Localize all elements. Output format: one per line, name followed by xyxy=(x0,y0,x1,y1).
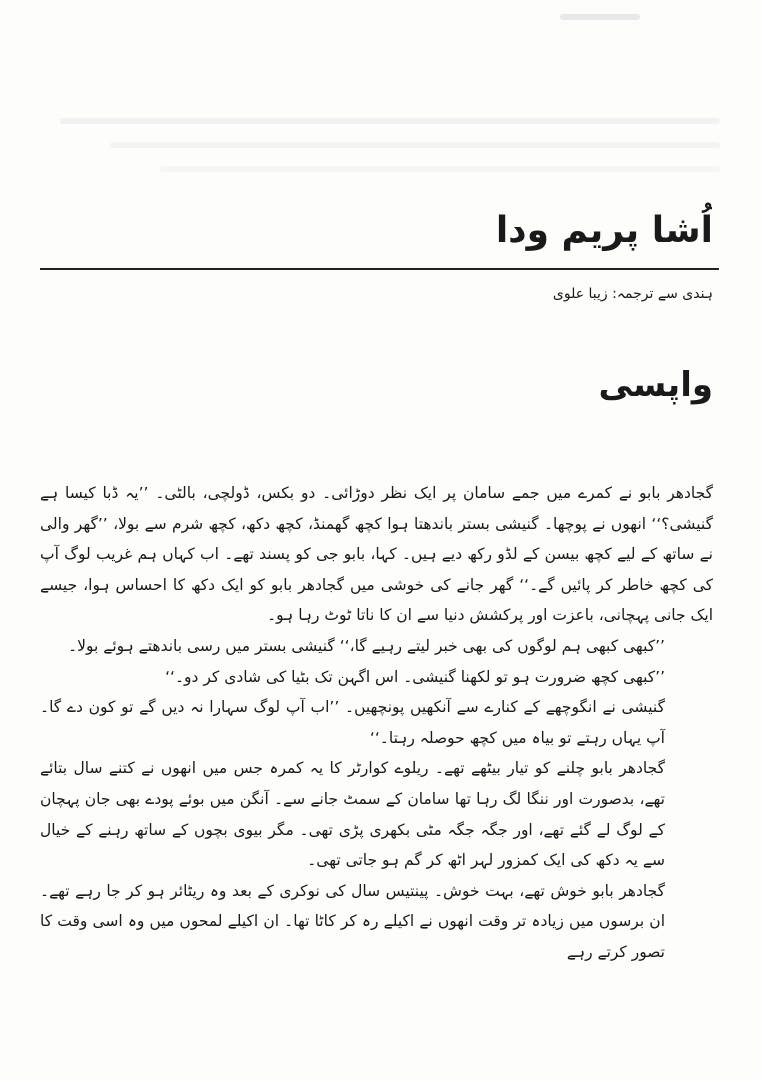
author-name: اُشا پریم ودا xyxy=(495,210,713,251)
paragraph: گجادھر بابو خوش تھے، بہت خوش۔ پینتیس سال کی نوکری کے بعد وہ ریٹائر ہو کر جا رہے تھے۔ ان برسوں میں زیادہ تر وقت انھوں نے اکیلے رہ کر کاٹا تھا۔ ان اکیلے لمحوں میں وہ اسی وقت کا تصور کرتے رہے xyxy=(40,881,665,961)
translator-credit: ہندی سے ترجمہ: زیبا علوی xyxy=(552,286,713,302)
paragraph: ’’کبھی کچھ ضرورت ہو تو لکھنا گنیشی۔ اس اگہن تک بٹیا کی شادی کر دو۔‘‘ xyxy=(165,667,665,686)
bleed-through-mark xyxy=(110,142,720,148)
paragraph: گنیشی نے انگوچھے کے کنارے سے آنکھیں پونچھیں۔ ’’اب آپ لوگ سہارا نہ دیں گے تو کون دے گا۔ آپ یہاں رہتے تو بیاہ میں کچھ حوصلہ رہتا۔‘‘ xyxy=(40,698,665,747)
bleed-through-mark xyxy=(160,166,720,172)
paragraph: گجادھر بابو نے کمرے میں جمے سامان پر ایک نظر دوڑائی۔ دو بکس، ڈولچی، بالٹی۔ ’’یہ ڈبا کیسا ہے گنیشی؟‘‘ انھوں نے پوچھا۔ گنیشی بستر باندھتا ہوا کچھ گھمنڈ، کچھ دکھ، کچھ شرم سے بولا، ’’گھر والی نے ساتھ کے لیے کچھ بیسن کے لڈو رکھ دیے ہیں۔ کہا، بابو جی کو پسند تھے۔ اب کہاں ہم غریب لوگ آپ کی کچھ خاطر کر پائیں گے۔‘‘ گھر جانے کی خوشی میں گجادھر بابو کو ایک دکھ کا احساس ہوا، جیسے ایک جانی پہچانی، باعزت اور پرکشش دنیا سے ان کا ناتا ٹوٹ رہا ہو۔ xyxy=(40,484,713,625)
story-title: واپسی xyxy=(598,365,713,405)
bleed-through-mark xyxy=(560,14,640,20)
title-divider xyxy=(40,268,719,270)
paragraph: ’’کبھی کبھی ہم لوگوں کی بھی خبر لیتے رہیے گا،‘‘ گنیشی بستر میں رسی باندھتے ہوئے بولا۔ xyxy=(68,636,665,655)
paragraph: گجادھر بابو چلنے کو تیار بیٹھے تھے۔ ریلوے کوارٹر کا یہ کمرہ جس میں انھوں نے کتنے سال بتائے تھے، بدصورت اور ننگا لگ رہا تھا سامان کے سمٹ جانے سے۔ آنگن میں بوئے پودے بھی جان پہچان کے لوگ لے گئے تھے، اور جگہ جگہ مٹی بکھری پڑی تھی۔ مگر بیوی بچوں کے ساتھ رہنے کے خیال سے یہ دکھ کی ایک کمزور لہر اٹھ کر گم ہو جاتی تھی۔ xyxy=(40,759,665,870)
bleed-through-mark xyxy=(60,118,720,124)
story-body xyxy=(40,478,713,968)
